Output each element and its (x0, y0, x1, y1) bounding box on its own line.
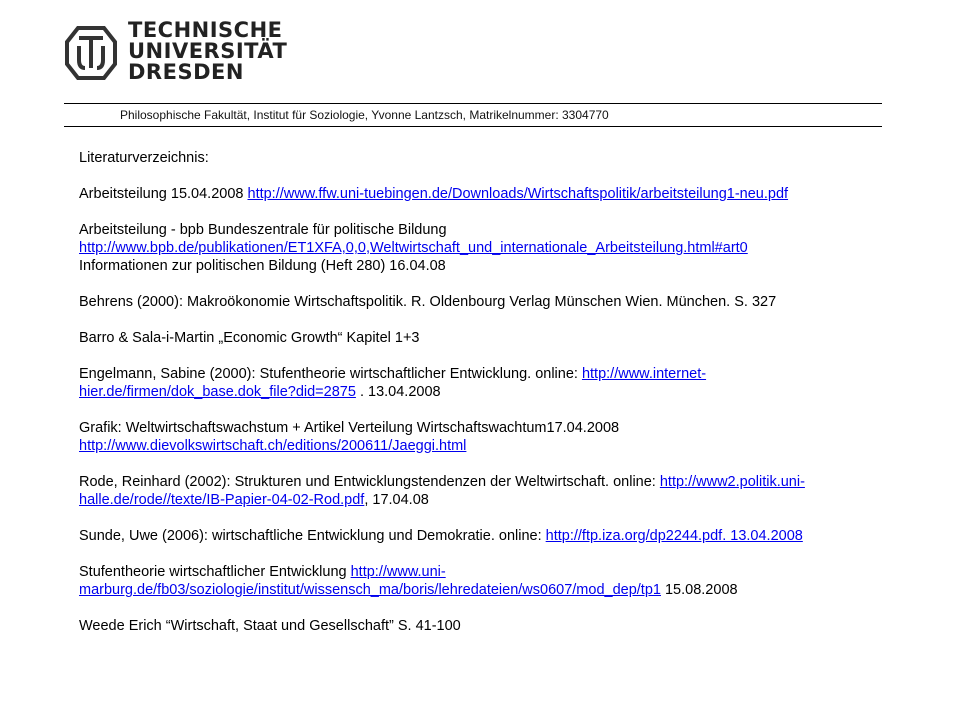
reference-link[interactable]: http://www.dievolkswirtschaft.ch/editions/200611/Jaeggi.html (79, 438, 467, 454)
reference-text: Rode, Reinhard (2002): Strukturen und Entwicklungstendenzen der Weltwirtschaft. online: (79, 474, 660, 490)
reference-link-part-2[interactable]: halle.de/rode//texte/IB-Papier-04-02-Rod.pdf (79, 492, 365, 508)
reference-link[interactable]: http://ftp.iza.org/dp2244.pdf. 13.04.2008 (545, 528, 803, 544)
reference-link[interactable]: http://www.bpb.de/publikationen/ET1XFA,0,0,Weltwirtschaft_und_internationale_Arbeitsteilung.html#art0 (79, 240, 748, 256)
reference-7 (79, 473, 884, 509)
header-top-rule (64, 103, 882, 104)
bibliography (79, 149, 884, 653)
reference-link-part-2[interactable]: marburg.de/fb03/soziologie/institut/wissensch_ma/boris/lehredateien/ws0607/mod_dep/tp1 (79, 582, 661, 598)
tu-dresden-emblem-icon (62, 22, 120, 84)
reference-text: Stufentheorie wirtschaftlicher Entwicklung (79, 564, 351, 580)
reference-5 (79, 365, 884, 401)
reference-text: Engelmann, Sabine (2000): Stufentheorie wirtschaftlicher Entwicklung. online: (79, 366, 582, 382)
reference-4: Barro & Sala-i-Martin „Economic Growth“ Kapitel 1+3 (79, 330, 420, 346)
reference-link[interactable]: http://www.ffw.uni-tuebingen.de/Downloads/Wirtschaftspolitik/arbeitsteilung1-neu.pdf (247, 186, 789, 202)
logo-line-2: UNIVERSITÄT (128, 39, 288, 63)
logo-line-3: DRESDEN (128, 60, 244, 84)
reference-10: Weede Erich “Wirtschaft, Staat und Gesellschaft” S. 41-100 (79, 618, 461, 634)
tu-dresden-logo (62, 18, 288, 90)
reference-text: Arbeitsteilung 15.04.2008 (79, 186, 248, 202)
reference-link-part-1[interactable]: http://www.internet- (581, 366, 707, 382)
logo-wordmark (128, 20, 287, 83)
header-bottom-rule (64, 126, 882, 127)
header-author-line: Philosophische Fakultät, Institut für Soziologie, Yvonne Lantzsch, Matrikelnummer: 3304770 (120, 108, 609, 122)
reference-text: Grafik: Weltwirtschaftswachstum + Artikel Verteilung Wirtschaftswachtum17.04.2008 (79, 420, 620, 436)
reference-1 (79, 185, 884, 203)
reference-link-part-1[interactable]: http://www.uni- (350, 564, 446, 580)
reference-date: 15.08.2008 (660, 582, 738, 598)
reference-link-part-1[interactable]: http://www2.politik.uni- (659, 474, 805, 490)
reference-9 (79, 563, 884, 599)
reference-2 (79, 221, 884, 275)
reference-text: Sunde, Uwe (2006): wirtschaftliche Entwicklung und Demokratie. online: (79, 528, 546, 544)
reference-3: Behrens (2000): Makroökonomie Wirtschaftspolitik. R. Oldenbourg Verlag Münschen Wien. München. S. 327 (79, 294, 777, 310)
reference-date: , 17.04.08 (364, 492, 429, 508)
logo-line-1: TECHNISCHE (128, 18, 283, 42)
reference-8 (79, 527, 884, 545)
reference-text: Arbeitsteilung - bpb Bundeszentrale für politische Bildung (79, 222, 447, 238)
reference-note: Informationen zur politischen Bildung (Heft 280) 16.04.08 (79, 258, 446, 274)
reference-6 (79, 419, 884, 455)
page-title: Literaturverzeichnis: (79, 150, 209, 166)
reference-link-part-2[interactable]: hier.de/firmen/dok_base.dok_file?did=2875 (79, 384, 356, 400)
reference-date: . 13.04.2008 (355, 384, 441, 400)
